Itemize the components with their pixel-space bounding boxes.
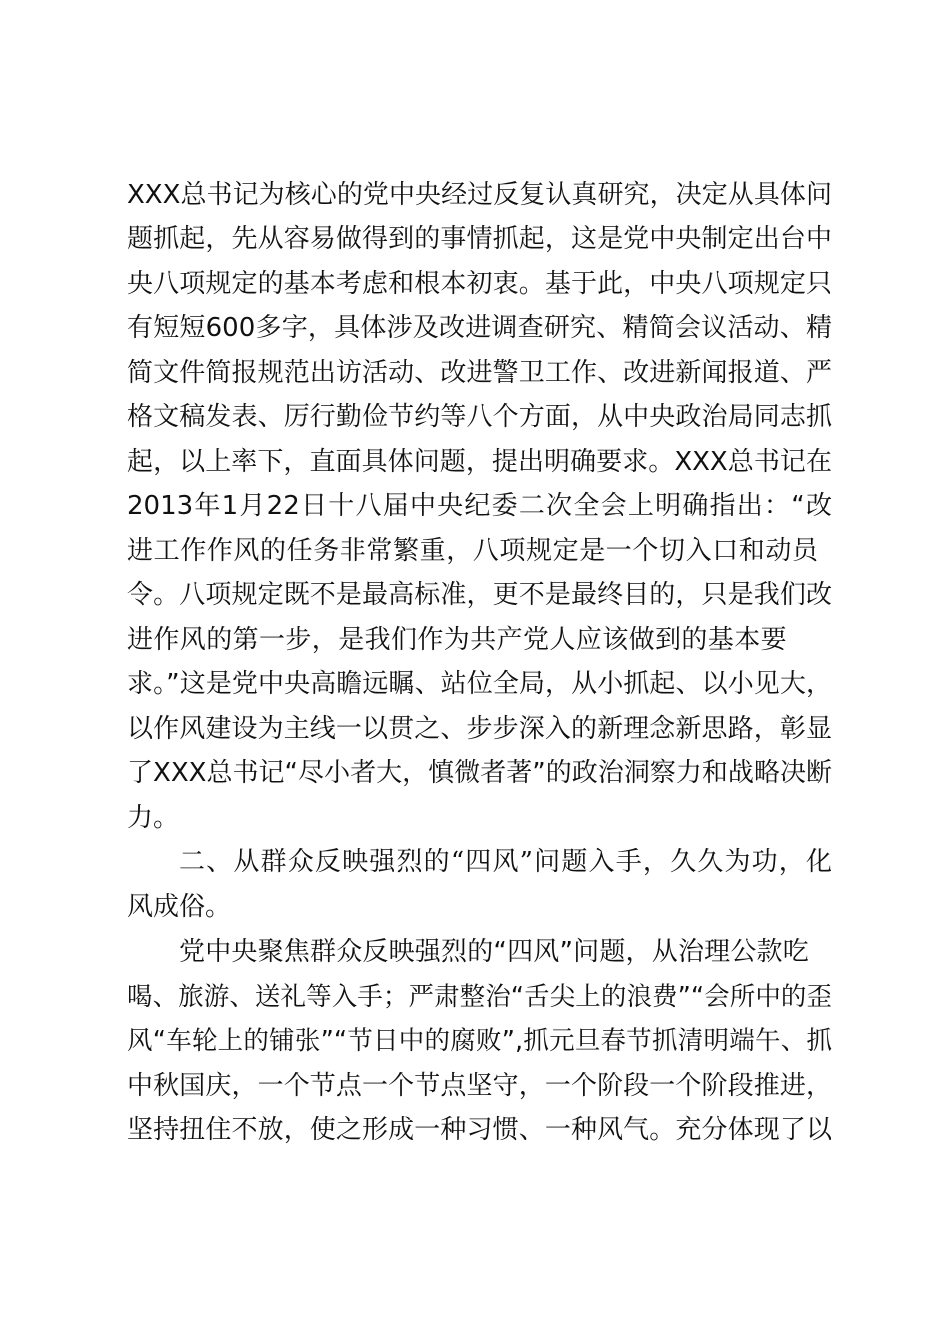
paragraph-1-line-14: 了XXX总书记“尽小者大，慎微者著”的政治洞察力和战略决断 (127, 758, 832, 788)
paragraph-1-line-5: 简文件简报规范出访活动、改进警卫工作、改进新闻报道、严 (127, 358, 832, 388)
paragraph-1-line-3: 央八项规定的基本考虑和根本初衷。基于此，中央八项规定只 (127, 269, 832, 299)
paragraph-1-line-9: 进工作作风的任务非常繁重，八项规定是一个切入口和动员 (127, 536, 819, 566)
paragraph-1-line-15: 力。 (127, 803, 180, 833)
paragraph-1-line-7: 起，以上率下，直面具体问题，提出明确要求。XXX总书记在 (127, 447, 832, 477)
paragraph-1-line-4: 有短短600多字，具体涉及改进调查研究、精简会议活动、精 (127, 313, 832, 343)
paragraph-1-line-11: 进作风的第一步，是我们作为共产党人应该做到的基本要 (127, 625, 788, 655)
paragraph-1-line-6: 格文稿发表、厉行勤俭节约等八个方面，从中央政治局同志抓 (127, 402, 832, 432)
section-heading-line-2: 风成俗。 (127, 892, 232, 922)
paragraph-1-line-8: 2013年1月22日十八届中央纪委二次全会上明确指出：“改 (127, 491, 832, 521)
section-heading-line-1: 二、从群众反映强烈的“四风”问题入手，久久为功，化 (179, 847, 832, 877)
paragraph-1-line-13: 以作风建设为主线一以贯之、步步深入的新理念新思路，彰显 (127, 714, 832, 744)
paragraph-1-line-10: 令。八项规定既不是最高标准，更不是最终目的，只是我们改 (127, 580, 832, 610)
paragraph-2-line-3: 风“车轮上的铺张”“节日中的腐败”,抓元旦春节抓清明端午、抓 (127, 1026, 832, 1056)
paragraph-2-line-4: 中秋国庆，一个节点一个节点坚守，一个阶段一个阶段推进， (127, 1071, 832, 1101)
paragraph-1-line-1: XXX总书记为核心的党中央经过反复认真研究，决定从具体问 (127, 180, 832, 210)
paragraph-1-line-12: 求。”这是党中央高瞻远瞩、站位全局，从小抓起、以小见大， (127, 669, 832, 699)
paragraph-1-line-2: 题抓起，先从容易做得到的事情抓起，这是党中央制定出台中 (127, 224, 832, 254)
paragraph-2-line-2: 喝、旅游、送礼等入手；严肃整治“舌尖上的浪费”“会所中的歪 (127, 982, 832, 1012)
paragraph-2-line-1: 党中央聚焦群众反映强烈的“四风”问题，从治理公款吃 (179, 937, 809, 967)
paragraph-2-line-5: 坚持扭住不放，使之形成一种习惯、一种风气。充分体现了以 (127, 1115, 832, 1145)
